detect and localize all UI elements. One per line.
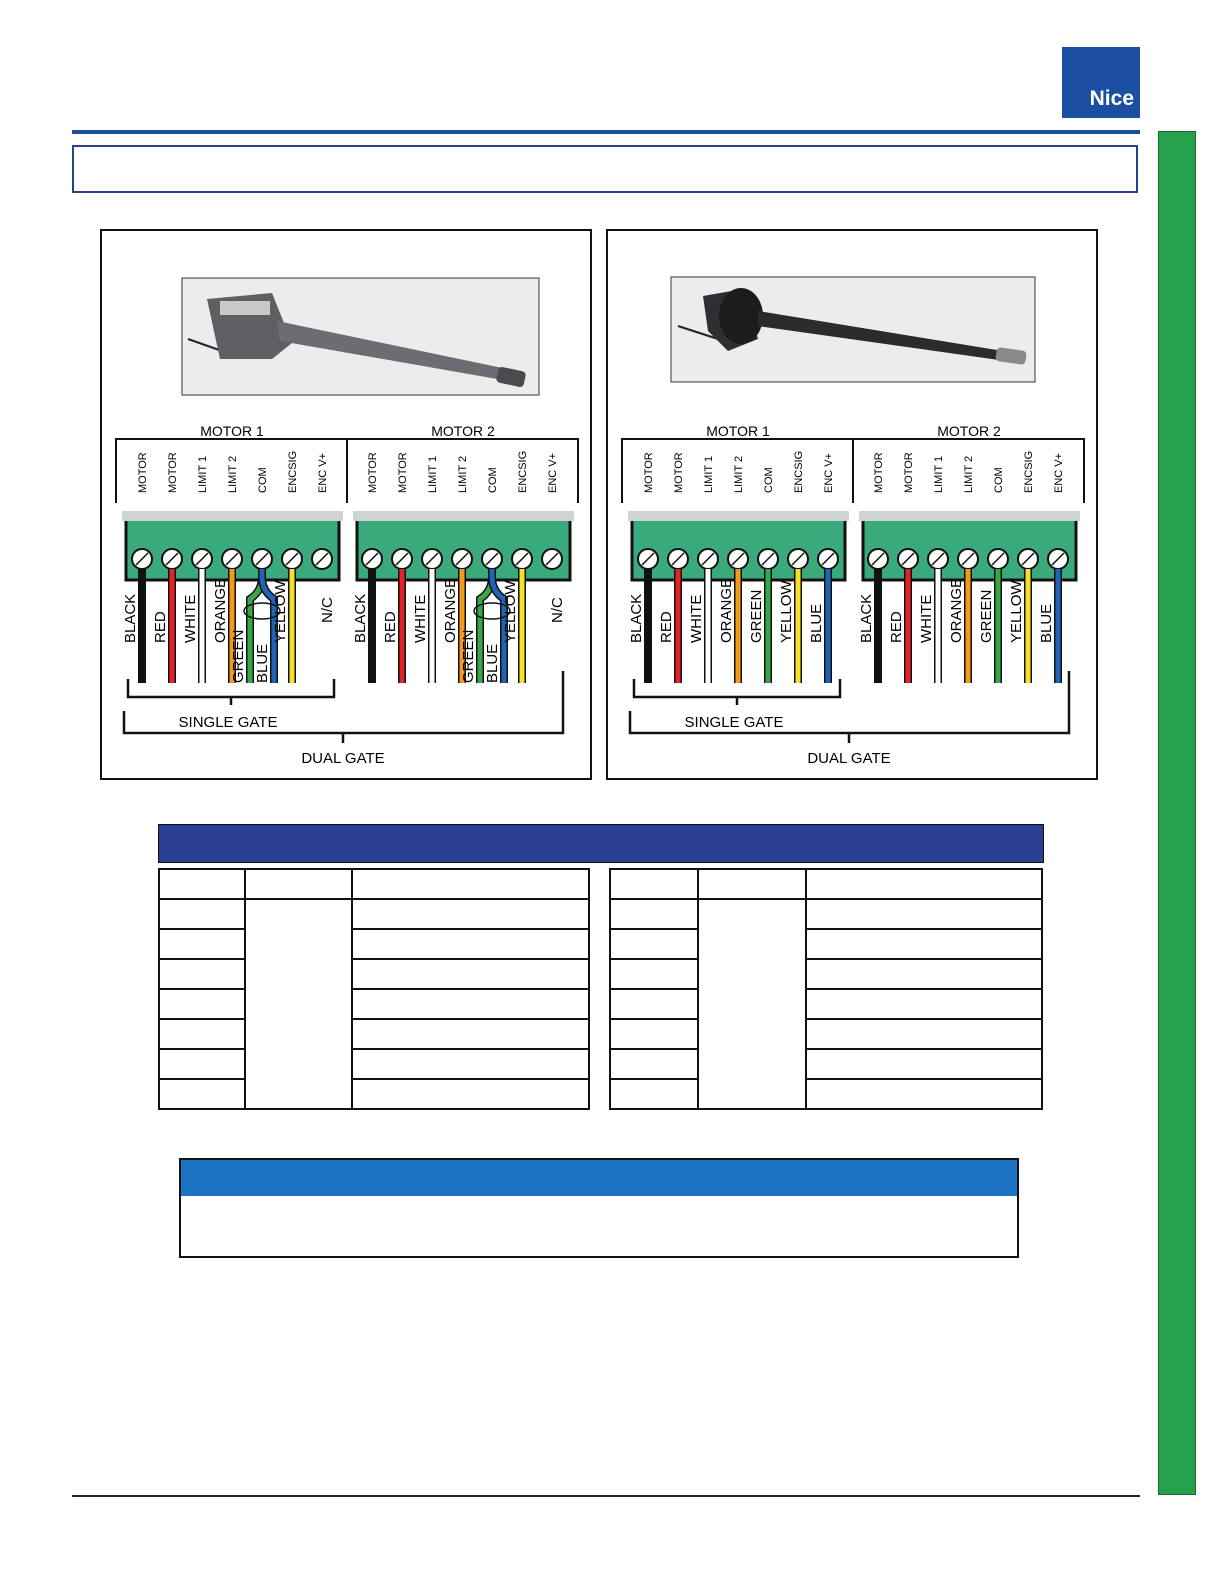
wire-label: ORANGE — [212, 577, 229, 643]
terminal-screw — [192, 549, 212, 569]
header-bracket — [622, 439, 1084, 503]
terminal-block-top — [859, 511, 1080, 521]
terminal-label: MOTOR — [873, 452, 885, 493]
terminal-screw — [162, 549, 182, 569]
wiring-diagram-left — [100, 229, 592, 780]
terminal-label: ENC V+ — [317, 452, 329, 493]
motor1-label: MOTOR 1 — [706, 423, 770, 439]
actuator-photo — [671, 277, 1035, 382]
motor-cap — [719, 288, 763, 344]
gate-brackets — [630, 671, 1069, 743]
wire-label: BLACK — [122, 593, 139, 643]
terminal-screw — [392, 549, 412, 569]
terminal-screw — [512, 549, 532, 569]
terminal-screw — [818, 549, 838, 569]
section-title-box — [72, 145, 1138, 193]
terminal-screw — [988, 549, 1008, 569]
terminal-screw — [422, 549, 442, 569]
wire-label: BLACK — [352, 593, 369, 643]
footer-rule — [72, 1495, 1140, 1497]
terminal-screw — [1018, 549, 1038, 569]
table-row — [610, 959, 1042, 989]
motor2-label: MOTOR 2 — [937, 423, 1001, 439]
single-gate-label: SINGLE GATE — [178, 714, 278, 731]
terminal-label: COM — [763, 467, 775, 493]
wire-label: ORANGE — [948, 577, 965, 643]
table-row — [159, 1019, 589, 1049]
terminal-label: ENC V+ — [1053, 452, 1065, 493]
terminal-block-top — [122, 511, 343, 521]
housing-cover — [220, 301, 270, 315]
wire-label: BLACK — [858, 593, 875, 643]
table-row — [159, 989, 589, 1019]
wire-label: N/C — [319, 597, 336, 623]
motor1-label: MOTOR 1 — [200, 423, 264, 439]
wiring-table-left — [158, 868, 590, 1110]
logo-text: Nice — [1089, 87, 1134, 110]
header-rule — [72, 130, 1140, 134]
table-row — [610, 929, 1042, 959]
wire-label: ORANGE — [718, 577, 735, 643]
terminal-label: ENC V+ — [547, 452, 559, 493]
terminal-label: LIMIT 2 — [733, 455, 745, 493]
wire-label: WHITE — [918, 594, 935, 643]
wire-label: YELLOW — [778, 580, 795, 643]
terminal-label: MOTOR — [903, 452, 915, 493]
terminal-label: MOTOR — [397, 452, 409, 493]
wire-label: N/C — [549, 597, 566, 623]
table-row — [159, 959, 589, 989]
section-side-tab — [1158, 131, 1196, 1495]
wire-label: YELLOW — [272, 580, 289, 643]
wire-label: BLUE — [484, 643, 501, 683]
terminal-screw — [728, 549, 748, 569]
terminal-label: COM — [257, 467, 269, 493]
terminal-screw — [282, 549, 302, 569]
terminal-label: LIMIT 2 — [963, 455, 975, 493]
single-gate-label: SINGLE GATE — [684, 714, 784, 731]
terminal-block-top — [353, 511, 574, 521]
terminal-label: ENCSIG — [517, 450, 529, 493]
terminal-screw — [898, 549, 918, 569]
table-header-row — [610, 869, 1042, 899]
merged-cell — [245, 899, 352, 1109]
wiring-table-banner — [158, 824, 1044, 863]
wire-label: BLACK — [628, 593, 645, 643]
wire-label: RED — [382, 611, 399, 643]
wire-label: ORANGE — [442, 577, 459, 643]
terminal-block-top — [628, 511, 849, 521]
terminal-label: ENC V+ — [823, 452, 835, 493]
terminal-label: ENCSIG — [287, 450, 299, 493]
wire-label: BLUE — [808, 603, 825, 643]
terminal-label: MOTOR — [673, 452, 685, 493]
terminal-screw — [542, 549, 562, 569]
wire-label: RED — [152, 611, 169, 643]
table-row — [159, 929, 589, 959]
wire-label: RED — [658, 611, 675, 643]
dual-gate-label: DUAL GATE — [807, 750, 891, 767]
terminal-label: COM — [993, 467, 1005, 493]
terminal-label: COM — [487, 467, 499, 493]
table-header-row — [159, 869, 589, 899]
wire-label: RED — [888, 611, 905, 643]
wire-label: WHITE — [182, 594, 199, 643]
terminal-screw — [928, 549, 948, 569]
terminal-screw — [252, 549, 272, 569]
terminal-label: LIMIT 1 — [703, 455, 715, 493]
terminal-screw — [788, 549, 808, 569]
terminal-label: LIMIT 1 — [427, 455, 439, 493]
terminal-label: LIMIT 2 — [457, 455, 469, 493]
wire-label: GREEN — [230, 629, 247, 683]
wire-label: WHITE — [688, 594, 705, 643]
table-row — [159, 1079, 589, 1109]
merged-cell — [698, 899, 806, 1109]
wire-label: YELLOW — [1008, 580, 1025, 643]
terminal-screw — [452, 549, 472, 569]
terminal-label: MOTOR — [367, 452, 379, 493]
terminal-screw — [638, 549, 658, 569]
note-header — [181, 1160, 1017, 1196]
wire-label: BLUE — [254, 643, 271, 683]
dual-gate-label: DUAL GATE — [301, 750, 385, 767]
terminal-screw — [132, 549, 152, 569]
table-row — [610, 1049, 1042, 1079]
wire-label: GREEN — [978, 589, 995, 643]
wire-label: YELLOW — [502, 580, 519, 643]
note-box — [179, 1158, 1019, 1258]
table-row — [610, 1079, 1042, 1109]
wire-label: GREEN — [748, 589, 765, 643]
header-bracket — [116, 439, 578, 503]
nice-logo — [1062, 47, 1140, 118]
actuator-photo — [182, 278, 539, 395]
terminal-label: ENCSIG — [793, 450, 805, 493]
wiring-svg-right — [608, 231, 1096, 778]
terminal-screw — [698, 549, 718, 569]
terminal-screw — [482, 549, 502, 569]
wire-label: BLUE — [1038, 603, 1055, 643]
terminal-label: LIMIT 1 — [197, 455, 209, 493]
terminal-label: LIMIT 2 — [227, 455, 239, 493]
table-row — [159, 899, 589, 929]
terminal-screw — [668, 549, 688, 569]
terminal-screw — [222, 549, 242, 569]
wire-label: GREEN — [460, 629, 477, 683]
wiring-svg-left — [102, 231, 590, 778]
motor2-label: MOTOR 2 — [431, 423, 495, 439]
terminal-screw — [958, 549, 978, 569]
table-row — [159, 1049, 589, 1079]
terminal-screw — [868, 549, 888, 569]
terminal-screw — [758, 549, 778, 569]
table-row — [610, 1019, 1042, 1049]
wiring-diagram-right — [606, 229, 1098, 780]
terminal-screw — [362, 549, 382, 569]
terminal-label: MOTOR — [137, 452, 149, 493]
terminal-label: LIMIT 1 — [933, 455, 945, 493]
terminal-screw — [1048, 549, 1068, 569]
terminal-label: ENCSIG — [1023, 450, 1035, 493]
wiring-table-right — [609, 868, 1043, 1110]
terminal-label: MOTOR — [167, 452, 179, 493]
terminal-label: MOTOR — [643, 452, 655, 493]
terminal-screw — [312, 549, 332, 569]
table-row — [610, 899, 1042, 929]
table-row — [610, 989, 1042, 1019]
wire-label: WHITE — [412, 594, 429, 643]
